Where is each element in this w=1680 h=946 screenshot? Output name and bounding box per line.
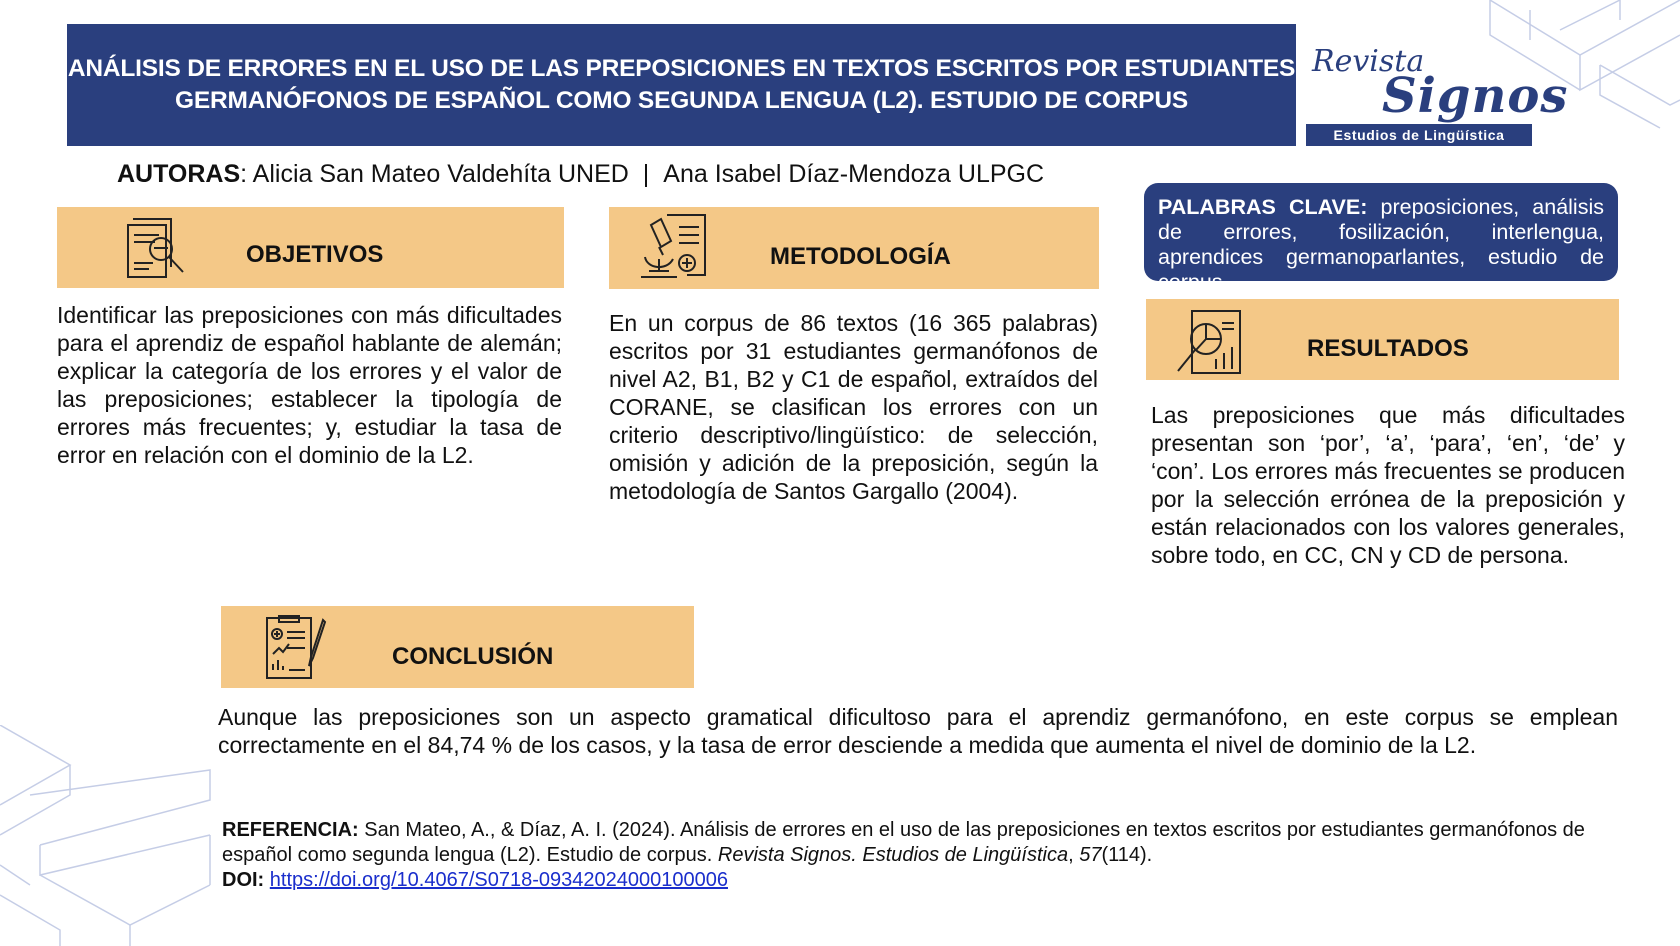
logo-word-revista: Revista: [1312, 44, 1425, 79]
metodologia-header: [609, 207, 1099, 289]
logo-word-signos: Signos: [1382, 68, 1569, 124]
reference-doi-line: [222, 868, 1627, 893]
reference-text: San Mateo, A., & Díaz, A. I. (2024). Análisis de errores en el uso de las preposiciones en textos escritos por estudiantes germanófonos de español como segunda lengua (L2). Estudio de corpus.: [222, 819, 1585, 866]
decorative-cubes-bottom-left: [0, 725, 215, 946]
chart-analysis-icon: [1172, 309, 1244, 377]
keywords-label: PALABRAS CLAVE:: [1158, 195, 1368, 219]
reference-citation: [222, 818, 1627, 868]
title-line-2: GERMANÓFONOS DE ESPAÑOL COMO SEGUNDA LENGUA (L2). ESTUDIO DE CORPUS: [175, 87, 1188, 114]
reference-block: [222, 818, 1627, 893]
author-2: Ana Isabel Díaz-Mendoza ULPGC: [663, 160, 1045, 188]
reference-issue: (114).: [1101, 844, 1153, 866]
resultados-text: Las preposiciones que más dificultades presentan son ‘por’, ‘a’, ‘para’, ‘en’, ‘de’ y ‘con’. Los errores más frecuentes se producen por la selección errónea de la preposición y están relacionados con los valores generales, sobre todo, en CC, CN y CD de persona.: [1151, 402, 1625, 568]
doi-label: DOI:: [222, 869, 265, 891]
authors-label: AUTORAS: [117, 160, 241, 188]
resultados-header: [1146, 299, 1619, 380]
reference-volume: 57: [1079, 844, 1102, 866]
objetivos-heading: OBJETIVOS: [246, 241, 384, 268]
authors-line: [117, 160, 1044, 189]
metodologia-heading: METODOLOGÍA: [770, 243, 951, 270]
metodologia-text: En un corpus de 86 textos (16 365 palabras) escritos por 31 estudiantes germanófonos de nivel A2, B1, B2 y C1 de español, extraídos del CORANE, se clasifican los errores con un criterio descriptivo/lingüístico: de selección, omisión y adición de la preposición, según la metodología de Santos Gargallo (2004).: [609, 310, 1098, 504]
conclusion-heading: CONCLUSIÓN: [392, 643, 554, 670]
title-line-1: ANÁLISIS DE ERRORES EN EL USO DE LAS PREPOSICIONES EN TEXTOS ESCRITOS POR ESTUDIANTES: [67, 55, 1296, 82]
conclusion-header: [221, 606, 694, 688]
poster-title-banner: [67, 24, 1296, 146]
reference-comma: ,: [1068, 844, 1080, 866]
author-1: : Alicia San Mateo Valdehíta UNED: [240, 160, 629, 188]
microscope-icon: [637, 213, 709, 283]
keywords-box: [1144, 183, 1618, 294]
document-search-icon: [123, 215, 197, 283]
resultados-heading: RESULTADOS: [1307, 335, 1469, 362]
checklist-pen-icon: [265, 614, 331, 682]
reference-journal: Revista Signos. Estudios de Lingüística: [717, 844, 1069, 866]
objetivos-header: [57, 207, 564, 288]
doi-link[interactable]: https://doi.org/10.4067/S0718-09342024000100006: [269, 869, 728, 891]
objetivos-text: Identificar las preposiciones con más dificultades para el aprendiz de español hablante de alemán; explicar la categoría de los errores y el valor de las preposiciones; establecer la tipología de errores más frecuentes; y, estudiar la tasa de error en relación con el dominio de la L2.: [57, 302, 562, 468]
logo-subtitle: Estudios de Lingüística: [1306, 124, 1532, 146]
revista-signos-logo: [1304, 42, 1569, 152]
keywords-text: preposiciones, análisis de errores, fosilización, interlengua, aprendices germanoparlantes, estudio de corpus: [1158, 195, 1604, 294]
conclusion-text: Aunque las preposiciones son un aspecto gramatical dificultoso para el aprendiz germanófono, en este corpus se emplean correctamente en el 84,74 % de los casos, y la tasa de error desciende a medida que aumenta el nivel de dominio de la L2.: [218, 704, 1618, 758]
authors-separator: |: [642, 160, 650, 188]
reference-label: REFERENCIA:: [222, 819, 359, 841]
